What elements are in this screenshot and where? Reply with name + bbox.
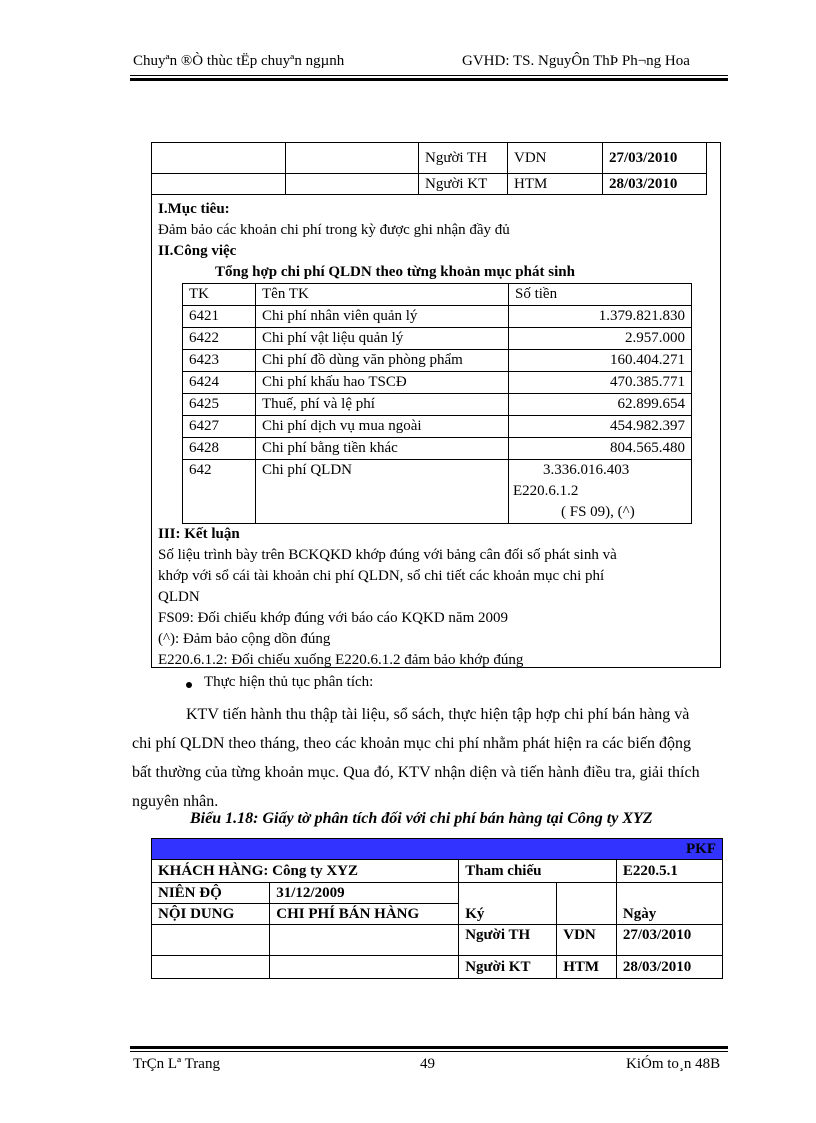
col-header-amount: Số tiền: [509, 284, 692, 306]
sign-off-table: [151, 142, 707, 195]
role-cell: Người KT: [459, 956, 557, 979]
total-ref-code: E220.6.1.2: [513, 483, 579, 499]
conclusion-line: QLDN: [158, 589, 200, 605]
conclusion-note: (^): Đảm bảo cộng dồn đúng: [158, 631, 331, 647]
table-row: 6421 Chi phí nhân viên quản lý 1.379.821.830: [183, 306, 692, 328]
reference-value: E220.5.1: [616, 860, 722, 883]
conclusion-note: FS09: Đối chiếu khớp đúng với báo cáo KQKD năm 2009: [158, 610, 508, 626]
brand-pkf: PKF: [152, 839, 723, 860]
table-row: [152, 925, 723, 956]
page-number: 49: [420, 1056, 435, 1072]
reference-label: Tham chiếu: [459, 860, 617, 883]
bullet-icon: [186, 682, 192, 688]
sign-label: Ký: [465, 906, 485, 922]
section-objective-title: I.Mục tiêu:: [158, 201, 230, 217]
header-rule: [130, 75, 728, 76]
header-right: GVHD: TS. NguyÔn ThÞ Ph¬ng Hoa: [462, 53, 690, 69]
date-cell: 28/03/2010: [603, 174, 707, 195]
col-header-name: Tên TK: [256, 284, 509, 306]
table-row: [152, 883, 723, 904]
paragraph-line: KTV tiến hành thu thập tài liệu, sổ sách, thực hiện tập hợp chi phí bán hàng và: [186, 706, 690, 723]
bullet-text: Thực hiện thủ tục phân tích:: [204, 674, 374, 690]
code-cell: VDN: [508, 143, 603, 174]
table-row: 6423 Chi phí đồ dùng văn phòng phẩm 160.404.271: [183, 350, 692, 372]
date-label: Ngày: [622, 906, 657, 922]
expense-summary-table: [182, 283, 692, 524]
table-row: 6428 Chi phí bằng tiền khác 804.565.480: [183, 438, 692, 460]
paragraph-line: nguyên nhân.: [132, 793, 219, 810]
table-header-row: [183, 284, 692, 306]
summary-table-title: Tổng hợp chi phí QLDN theo từng khoản mục phát sinh: [215, 264, 575, 280]
table-row: 6427 Chi phí dịch vụ mua ngoài 454.982.397: [183, 416, 692, 438]
footer-class: KiÓm to¸n 48B: [626, 1056, 721, 1072]
header-rule-thick: [130, 78, 728, 81]
paragraph-line: bất thường của từng khoản mục. Qua đó, KTV nhận diện và tiến hành điều tra, giải thích: [132, 764, 700, 781]
period-label: NIÊN ĐỘ: [152, 883, 270, 904]
code-cell: HTM: [508, 174, 603, 195]
role-cell: Người TH: [459, 925, 557, 956]
section-conclusion-title: III: Kết luận: [158, 526, 240, 542]
header-left: Chuyªn ®Ò thùc tËp chuyªn ngµnh: [133, 53, 345, 69]
code-cell: HTM: [557, 956, 617, 979]
brand-row: [152, 839, 723, 860]
conclusion-line: Số liệu trình bày trên BCKQKD khớp đúng với bảng cân đối số phát sinh và: [158, 547, 617, 563]
total-ref-marks: ( FS 09), (^): [561, 504, 635, 520]
table-row: 6422 Chi phí vật liệu quản lý 2.957.000: [183, 328, 692, 350]
conclusion-note: E220.6.1.2: Đối chiếu xuống E220.6.1.2 đảm bảo khớp đúng: [158, 652, 524, 668]
total-amount: 3.336.016.403: [543, 462, 630, 478]
footer-rule-thick: [130, 1046, 728, 1049]
date-cell: 27/03/2010: [603, 143, 707, 174]
role-cell: Người KT: [419, 174, 508, 195]
table-row: [152, 174, 707, 195]
table-row: 6424 Chi phí khấu hao TSCĐ 470.385.771: [183, 372, 692, 394]
date-cell: 27/03/2010: [616, 925, 722, 956]
section-work-title: II.Công việc: [158, 243, 237, 259]
period-value: 31/12/2009: [270, 883, 459, 904]
content-label: NỘI DUNG: [152, 904, 270, 925]
section-objective-text: Đảm bảo các khoản chi phí trong kỳ được ghi nhận đầy đủ: [158, 222, 510, 238]
role-cell: Người TH: [419, 143, 508, 174]
content-value: CHI PHÍ BÁN HÀNG: [270, 904, 459, 925]
table-row: 6425 Thuế, phí và lệ phí 62.899.654: [183, 394, 692, 416]
date-cell: 28/03/2010: [616, 956, 722, 979]
working-paper-header-table: [151, 838, 723, 979]
table-total-row: 642 Chi phí QLDN 3.336.016.403 E220.6.1.2 ( FS 09), (^): [183, 460, 692, 524]
footer-rule: [130, 1051, 728, 1052]
table-row: [152, 860, 723, 883]
table-row: [152, 143, 707, 174]
figure-caption: Biểu 1.18: Giấy tờ phân tích đối với chi phí bán hàng tại Công ty XYZ: [190, 810, 653, 827]
code-cell: VDN: [557, 925, 617, 956]
col-header-tk: TK: [183, 284, 256, 306]
paragraph-line: chi phí QLDN theo tháng, theo các khoản mục chi phí nhằm phát hiện ra các biến động: [132, 735, 691, 752]
table-row: [152, 956, 723, 979]
client-label: KHÁCH HÀNG: Công ty XYZ: [152, 860, 459, 883]
conclusion-line: khớp với sổ cái tài khoản chi phí QLDN, sổ chi tiết các khoản mục chi phí: [158, 568, 605, 584]
footer-author: TrÇn Lª Trang: [133, 1056, 220, 1072]
